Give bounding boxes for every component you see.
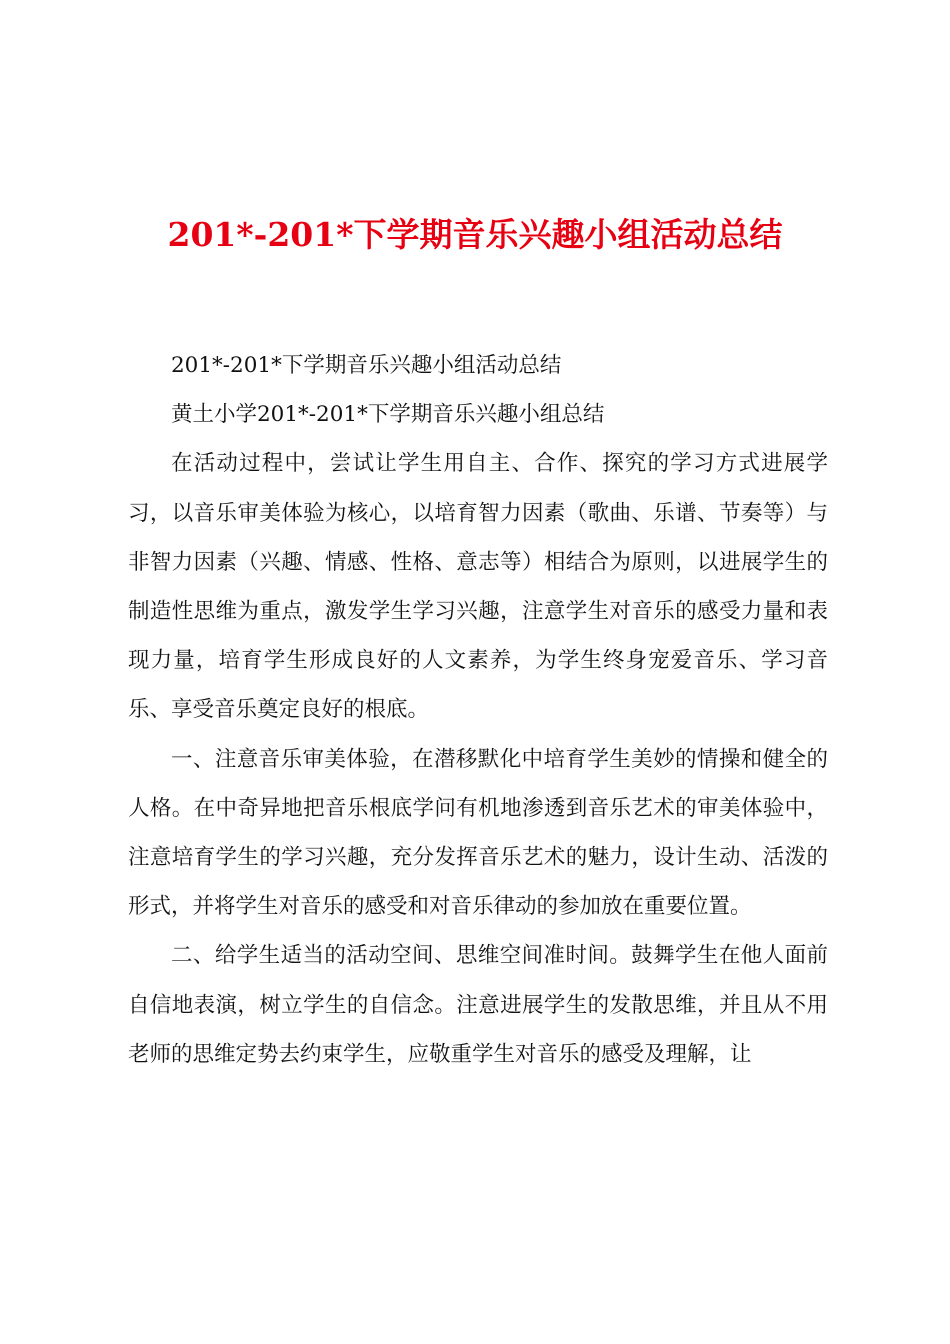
paragraph-section-two: 二、给学生适当的活动空间、思维空间准时间。鼓舞学生在他人面前自信地表演，树立学生的自信念。注意进展学生的发散思维，并且从不用老师的思维定势去约束学生，应敬重学生对音乐的感受及理解，让 [128, 943, 828, 1067]
document-body [128, 341, 828, 1079]
paragraph-school-heading: 黄土小学201*-201*下学期音乐兴趣小组总结 [171, 402, 605, 428]
document-title: 201*-201*下学期音乐兴趣小组活动总结 [167, 215, 783, 254]
paragraph-subtitle: 201*-201*下学期音乐兴趣小组活动总结 [171, 353, 562, 378]
paragraph-intro: 在活动过程中，尝试让学生用自主、合作、探究的学习方式进展学习，以音乐审美体验为核心，以培育智力因素（歌曲、乐谱、节奏等）与非智力因素（兴趣、情感、性格、意志等）相结合为原则，以进展学生的制造性思维为重点，激发学生学习兴趣，注意学生对音乐的感受力量和表现力量，培育学生形成良好的人文素养，为学生终身宠爱音乐、学习音乐、享受音乐奠定良好的根底。 [128, 451, 828, 723]
paragraph-section-one: 一、注意音乐审美体验，在潜移默化中培育学生美妙的情操和健全的人格。在中奇异地把音乐根底学问有机地渗透到音乐艺术的审美体验中，注意培育学生的学习兴趣，充分发挥音乐艺术的魅力，设计生动、活泼的形式，并将学生对音乐的感受和对音乐律动的参加放在重要位置。 [128, 746, 828, 920]
